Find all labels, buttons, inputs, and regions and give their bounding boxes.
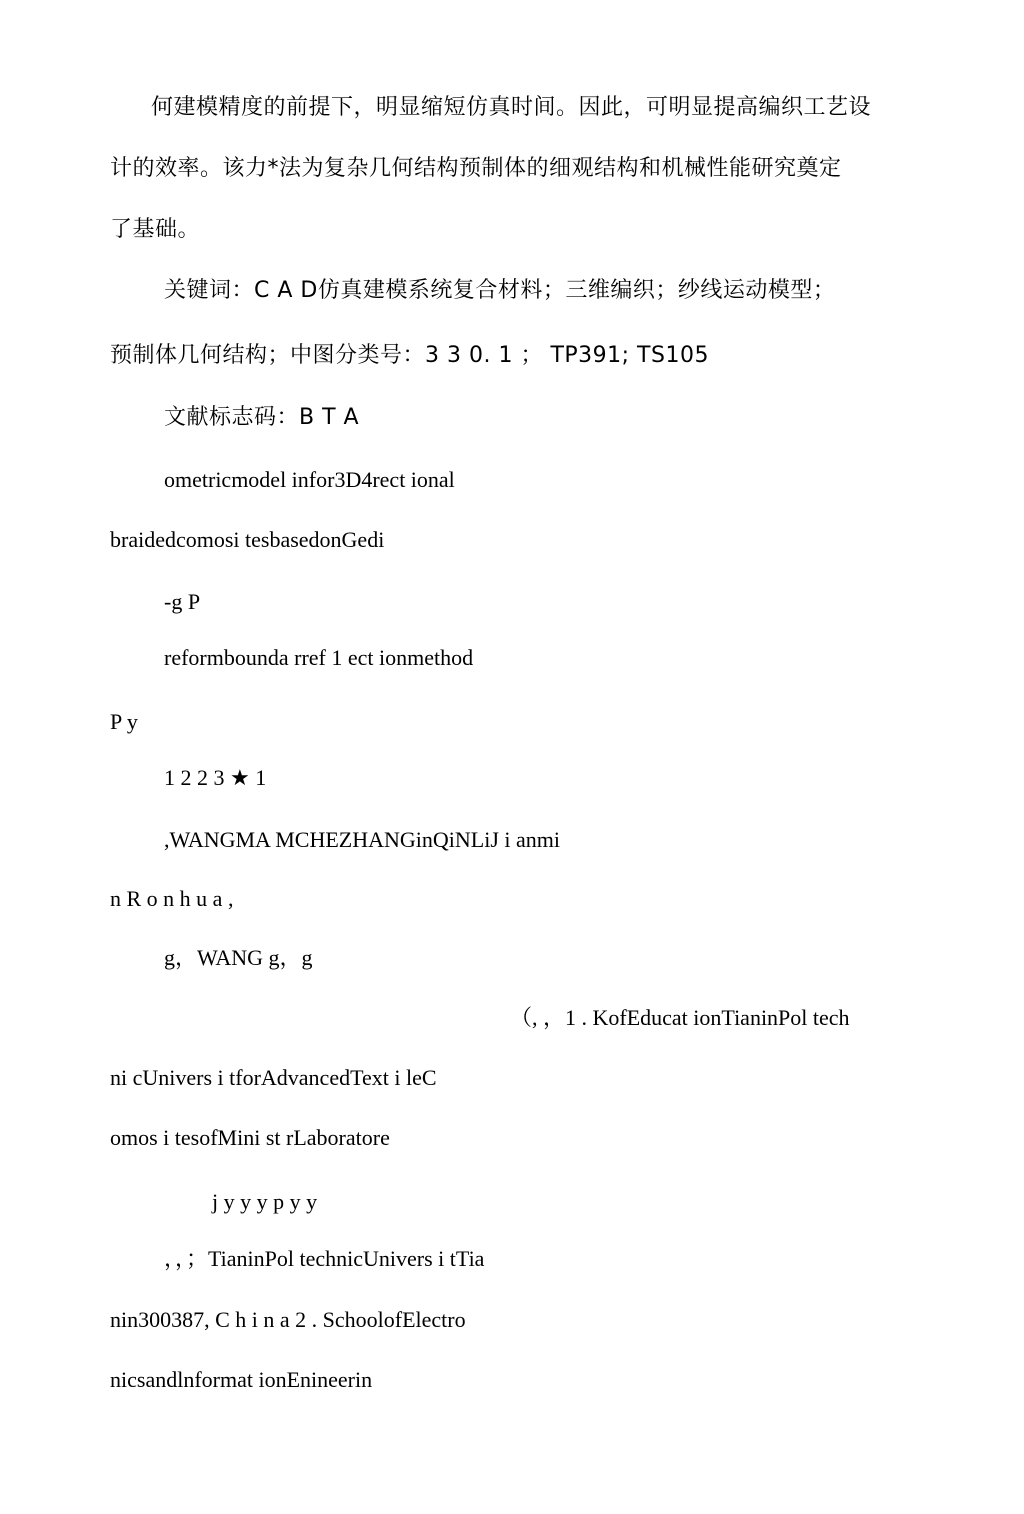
english-title-line-3: -g P xyxy=(164,589,201,614)
affiliation-line-4: j y y y p y y xyxy=(212,1189,318,1214)
affiliation-line-3: omos i tesofMini st rLaboratore xyxy=(110,1125,390,1150)
english-title-line-1: ometricmodel infor3D4rect ional xyxy=(164,467,455,492)
english-title-line-5: P y xyxy=(110,709,138,734)
english-title-line-2: braidedcomosi tesbasedonGedi xyxy=(110,527,385,552)
affiliation-line-7: nicsandlnformat ionEnineerin xyxy=(110,1367,373,1392)
english-title-line-4: reformbounda rref 1 ect ionmethod xyxy=(164,645,474,670)
affiliation-line-5: ，，；TianinPol technicUnivers i tTia xyxy=(164,1246,485,1271)
abstract-line-3: 了基础。 xyxy=(110,217,201,242)
keywords-line: 关键词：C A D仿真建模系统复合材料；三维编织；纱线运动模型； xyxy=(164,278,836,303)
affiliation-line-6: nin300387, C h i n a 2 . SchoolofElectro xyxy=(110,1307,466,1332)
abstract-line-2: 计的效率。该力*法为复杂几何结构预制体的细观结构和机械性能研究奠定 xyxy=(110,156,842,181)
affiliation-line-1: （, ，1 . KofEducat ionTianinPol tech xyxy=(510,1005,850,1030)
authors-line-3: g，WANG g，g xyxy=(164,945,313,970)
abstract-line-1: 何建模精度的前提下，明显缩短仿真时间。因此，可明显提高编织工艺设 xyxy=(151,95,872,120)
authors-line-2: n R o n h u a , xyxy=(110,886,234,911)
affiliation-line-2: ni cUnivers i tforAdvancedText i leC xyxy=(110,1065,437,1090)
classification-line: 预制体几何结构；中图分类号：3 3 0. 1 ； TP391; TS105 xyxy=(110,343,709,368)
authors-line-1: ,WANGMA MCHEZHANGinQiNLiJ i anmi xyxy=(164,827,560,852)
author-superscripts-line: 1 2 2 3 ★ 1 xyxy=(164,765,267,790)
document-code-line: 文献标志码：B T A xyxy=(164,405,360,430)
